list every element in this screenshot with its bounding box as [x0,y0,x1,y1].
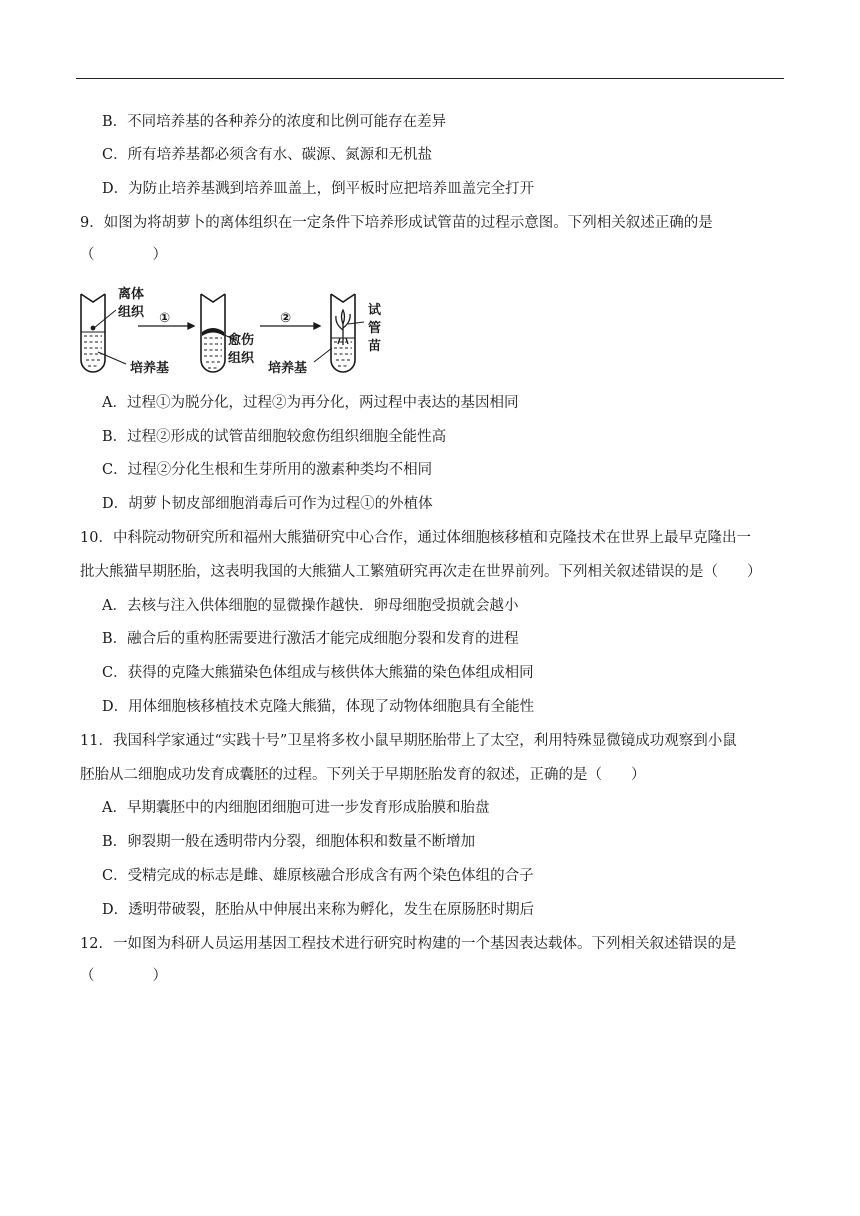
q10-option-a: A．去核与注入供体细胞的显微操作越快．卵母细胞受损就会越小 [102,598,519,614]
q11-option-b: B．卵裂期一般在透明带内分裂，细胞体积和数量不断增加 [102,834,476,850]
q11-stem-line-2: 胚胎从二细胞成功发育成囊胚的过程。下列关于早期胚胎发育的叙述，正确的是（ ） [80,767,646,783]
q11-option-d: D．透明带破裂，胚胎从中伸展出来称为孵化，发生在原肠胚时期后 [102,902,535,918]
pointer-medium-1 [98,352,126,364]
q9-option-d: D．胡萝卜韧皮部细胞消毒后可作为过程①的外植体 [102,496,433,512]
q9-option-b: B．过程②形成的试管苗细胞较愈伤组织细胞全能性高 [102,429,447,445]
tissue-culture-diagram [76,284,396,376]
q9-stem: 9．如图为将胡萝卜的离体组织在一定条件下培养形成试管苗的过程示意图。下列相关叙述正确的是 [80,215,713,231]
tube-1-opening [81,294,105,302]
label-plantlet-3: 苗 [368,339,382,354]
pointer-medium-2 [314,348,332,362]
q10-stem-line-1: 10．中科院动物研究所和福州大熊猫研究中心合作，通过体细胞核移植和克隆技术在世界上最早克隆出一 [80,530,751,546]
label-step-1: ① [159,311,171,326]
label-explant-1: 离体 [118,287,145,302]
q12-stem: 12．一如图为科研人员运用基因工程技术进行研究时构建的一个基因表达载体。下列相关叙述错误的是 [80,936,737,952]
q10-option-b: B．融合后的重构胚需要进行激活才能完成细胞分裂和发育的进程 [102,631,519,647]
q8-option-b: B．不同培养基的各种养分的浓度和比例可能存在差异 [102,114,447,130]
q9-answer-paren: （ ） [80,247,167,263]
q11-stem-line-1: 11．我国科学家通过“实践十号”卫星将多枚小鼠早期胚胎带上了太空，利用特殊显微镜成功观察到小鼠 [80,733,737,749]
label-plantlet-2: 管 [368,321,382,336]
pointer-plantlet [348,322,364,324]
tube-3-opening [331,294,355,302]
tube-2-opening [201,294,225,302]
label-callus-2: 组织 [228,351,255,366]
q10-option-c: C．获得的克隆大熊猫染色体组成与核供体大熊猫的染色体组成相同 [102,665,534,681]
q12-answer-paren: （ ） [80,968,167,984]
label-callus-1: 愈伤 [228,333,255,348]
plantlet [336,310,350,345]
q11-option-a: A．早期囊胚中的内细胞团细胞可进一步发育形成胎膜和胎盘 [102,800,490,816]
label-step-2: ② [280,311,292,326]
callus-band [202,328,224,336]
q8-option-d: D．为防止培养基溅到培养皿盖上，倒平板时应把培养皿盖完全打开 [102,181,535,197]
q9-option-a: A．过程①为脱分化，过程②为再分化，两过程中表达的基因相同 [102,395,519,411]
label-medium-1: 培养基 [130,361,170,376]
q10-stem-line-2: 批大熊猫早期胚胎，这表明我国的大熊猫人工繁殖研究再次走在世界前列。下列相关叙述错误的是（ ） [80,564,762,580]
arrow-2-head [314,323,320,329]
q11-option-c: C．受精完成的标志是雌、雄原核融合形成含有两个染色体组的合子 [102,868,534,884]
label-explant-2: 组织 [118,305,145,320]
header-rule [76,78,784,79]
q8-option-c: C．所有培养基都必须含有水、碳源、氮源和无机盐 [102,147,433,163]
q10-option-d: D．用体细胞核移植技术克隆大熊猫，体现了动物体细胞具有全能性 [102,699,535,715]
label-medium-2: 培养基 [268,361,308,376]
arrow-1-head [188,323,194,329]
label-plantlet-1: 试 [368,303,382,318]
q9-option-c: C．过程②分化生根和生芽所用的激素种类均不相同 [102,462,433,478]
